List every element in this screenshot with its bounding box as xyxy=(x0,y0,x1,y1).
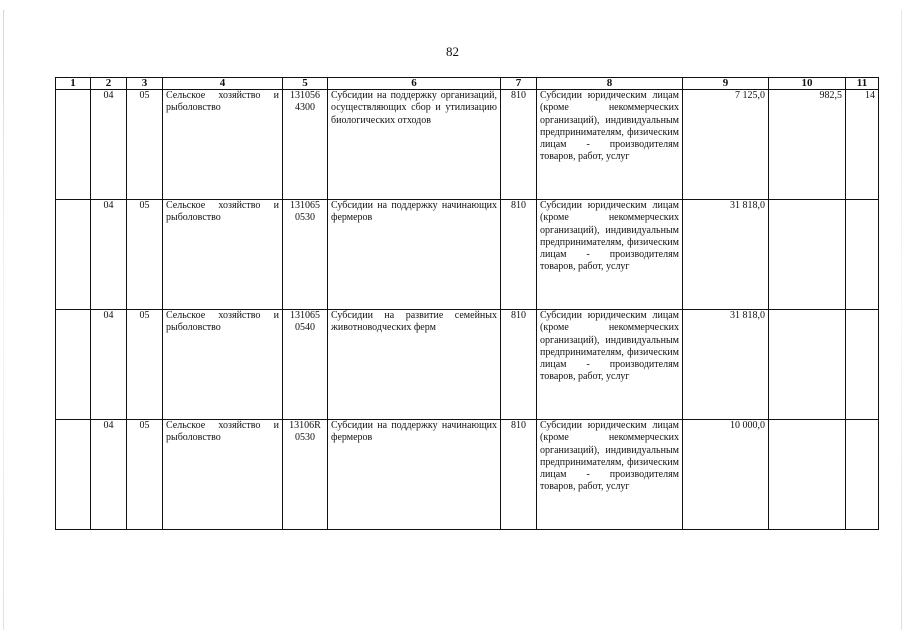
cell-target-code: 131065 0530 xyxy=(283,200,328,310)
cell-col11: 14 xyxy=(846,90,879,200)
cell-subsection: 05 xyxy=(127,420,163,530)
cell-col11 xyxy=(846,310,879,420)
cell-section: 04 xyxy=(91,420,127,530)
cell-col10 xyxy=(769,420,846,530)
column-header-11: 11 xyxy=(846,78,879,90)
table-row xyxy=(56,420,879,530)
cell-section-name: Сельское хозяйство и рыболовство xyxy=(163,90,283,200)
column-header-5: 5 xyxy=(283,78,328,90)
table-row xyxy=(56,200,879,310)
column-header-4: 4 xyxy=(163,78,283,90)
cell-subsection: 05 xyxy=(127,310,163,420)
cell-amount: 10 000,0 xyxy=(683,420,769,530)
cell-target-name: Субсидии на поддержку начинающих фермеров xyxy=(328,420,501,530)
column-header-10: 10 xyxy=(769,78,846,90)
cell-expense-type: 810 xyxy=(501,420,537,530)
cell-subsection: 05 xyxy=(127,200,163,310)
cell-section-name: Сельское хозяйство и рыболовство xyxy=(163,200,283,310)
cell-col1 xyxy=(56,420,91,530)
cell-section-name: Сельское хозяйство и рыболовство xyxy=(163,310,283,420)
cell-expense-type: 810 xyxy=(501,310,537,420)
cell-target-name: Субсидии на поддержку организаций, осуществляющих сбор и утилизацию биологических отходов xyxy=(328,90,501,200)
column-header-6: 6 xyxy=(328,78,501,90)
cell-expense-name: Субсидии юридическим лицам (кроме некоммерческих организаций), индивидуальным предпринимателям, физическим лицам - производителям товаров, работ, услуг xyxy=(537,200,683,310)
cell-col11 xyxy=(846,200,879,310)
page-number: 82 xyxy=(446,44,459,59)
column-header-3: 3 xyxy=(127,78,163,90)
cell-col1 xyxy=(56,200,91,310)
cell-col1 xyxy=(56,310,91,420)
cell-target-code: 131056 4300 xyxy=(283,90,328,200)
cell-col11 xyxy=(846,420,879,530)
table-row xyxy=(56,310,879,420)
cell-expense-name: Субсидии юридическим лицам (кроме некоммерческих организаций), индивидуальным предпринимателям, физическим лицам - производителям товаров, работ, услуг xyxy=(537,420,683,530)
scan-edge-right xyxy=(901,10,902,630)
cell-expense-name: Субсидии юридическим лицам (кроме некоммерческих организаций), индивидуальным предпринимателям, физическим лицам - производителям товаров, работ, услуг xyxy=(537,90,683,200)
cell-section: 04 xyxy=(91,310,127,420)
cell-col10 xyxy=(769,200,846,310)
budget-table xyxy=(55,77,879,530)
cell-section-name: Сельское хозяйство и рыболовство xyxy=(163,420,283,530)
table-row xyxy=(56,90,879,200)
column-header-1: 1 xyxy=(56,78,91,90)
column-header-9: 9 xyxy=(683,78,769,90)
cell-section: 04 xyxy=(91,200,127,310)
column-header-8: 8 xyxy=(537,78,683,90)
cell-section: 04 xyxy=(91,90,127,200)
cell-expense-type: 810 xyxy=(501,200,537,310)
scan-edge-left xyxy=(3,10,4,630)
cell-amount: 31 818,0 xyxy=(683,200,769,310)
cell-col1 xyxy=(56,90,91,200)
cell-col10: 982,5 xyxy=(769,90,846,200)
cell-expense-type: 810 xyxy=(501,90,537,200)
cell-col10 xyxy=(769,310,846,420)
cell-expense-name: Субсидии юридическим лицам (кроме некоммерческих организаций), индивидуальным предпринимателям, физическим лицам - производителям товаров, работ, услуг xyxy=(537,310,683,420)
cell-amount: 7 125,0 xyxy=(683,90,769,200)
cell-target-name: Субсидии на развитие семейных животноводческих ферм xyxy=(328,310,501,420)
column-header-2: 2 xyxy=(91,78,127,90)
header-row xyxy=(56,78,879,90)
cell-target-code: 13106R 0530 xyxy=(283,420,328,530)
column-header-7: 7 xyxy=(501,78,537,90)
cell-target-code: 131065 0540 xyxy=(283,310,328,420)
cell-subsection: 05 xyxy=(127,90,163,200)
cell-target-name: Субсидии на поддержку начинающих фермеров xyxy=(328,200,501,310)
cell-amount: 31 818,0 xyxy=(683,310,769,420)
